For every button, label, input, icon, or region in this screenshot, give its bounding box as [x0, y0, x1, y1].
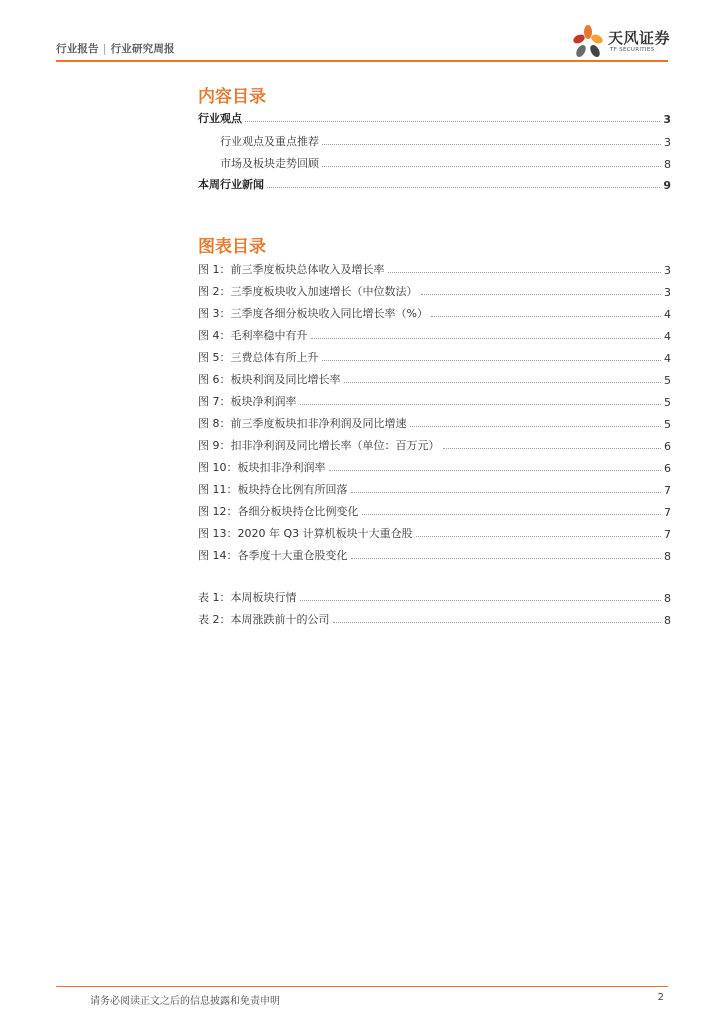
figure-entry[interactable]: [198, 459, 671, 475]
dot-leader: [362, 513, 662, 515]
figure-entry[interactable]: [198, 525, 671, 541]
figure-entry[interactable]: [198, 393, 671, 409]
figure-entry[interactable]: [198, 349, 671, 365]
figure-entry-label: 图 9：扣非净利润及同比增长率（单位：百万元）: [198, 439, 440, 452]
table-entry-page: 8: [664, 592, 671, 605]
logo-name-en: TF SECURITIES: [610, 47, 655, 53]
dot-leader: [329, 469, 662, 471]
dot-leader: [431, 315, 661, 317]
table-entry-label: 表 2：本周涨跌前十的公司: [198, 613, 330, 626]
dot-leader: [351, 557, 662, 559]
logo-name-cn: 天风证券: [608, 29, 671, 47]
toc-entry-page: 8: [664, 158, 671, 171]
figure-entry-label: 图 6：板块利润及同比增长率: [198, 373, 341, 386]
figure-entry-page: 7: [664, 528, 671, 541]
figure-entry[interactable]: [198, 437, 671, 453]
dot-leader: [443, 447, 662, 449]
figure-entry-page: 4: [664, 352, 671, 365]
page-number: 2: [657, 992, 664, 1003]
dot-leader: [416, 535, 661, 537]
figure-entry-label: 图 7：板块净利润率: [198, 395, 297, 408]
figure-entry-label: 图 12：各细分板块持仓比例变化: [198, 505, 359, 518]
figure-entry-page: 3: [664, 264, 671, 277]
footer-disclaimer: 请务必阅读正文之后的信息披露和免责申明: [90, 996, 280, 1007]
toc-entry-label: 市场及板块走势回顾: [220, 157, 319, 170]
figure-entry[interactable]: [198, 547, 671, 563]
figure-entry[interactable]: [198, 481, 671, 497]
figure-entry[interactable]: [198, 415, 671, 431]
figure-entry-label: 图 4：毛利率稳中有升: [198, 329, 308, 342]
figure-entry-label: 图 5：三费总体有所上升: [198, 351, 319, 364]
dot-leader: [245, 120, 660, 122]
figure-entry-page: 5: [664, 374, 671, 387]
figure-entry[interactable]: [198, 261, 671, 277]
figure-entry-page: 7: [664, 506, 671, 519]
figure-entry-page: 6: [664, 462, 671, 475]
toc-entry-label: 本周行业新闻: [198, 178, 264, 191]
dot-leader: [267, 186, 660, 188]
dot-leader: [344, 381, 662, 383]
toc-entry-label: 行业观点及重点推荐: [220, 135, 319, 148]
dot-leader: [421, 293, 662, 295]
toc-entry[interactable]: [198, 110, 671, 126]
dot-leader: [300, 599, 662, 601]
figure-entry-page: 6: [664, 440, 671, 453]
report-subcategory: 行业研究周报: [110, 43, 175, 55]
toc-entry-page: 3: [663, 113, 671, 126]
flower-logo-icon: [570, 23, 606, 63]
figure-entry-label: 图 8：前三季度板块扣非净利润及同比增速: [198, 417, 407, 430]
table-entry-page: 8: [664, 614, 671, 627]
figure-entry-page: 4: [664, 308, 671, 321]
figure-entry-page: 3: [664, 286, 671, 299]
toc-entry[interactable]: [198, 176, 671, 192]
figure-entry[interactable]: [198, 503, 671, 519]
figure-entry-label: 图 10：板块扣非净利润率: [198, 461, 326, 474]
figure-entry[interactable]: [198, 371, 671, 387]
figure-entry[interactable]: [198, 283, 671, 299]
toc-entry[interactable]: [220, 133, 671, 149]
figure-entry-label: 图 3：三季度各细分板块收入同比增长率（%）: [198, 307, 428, 320]
dot-leader: [322, 359, 662, 361]
figure-entry-page: 5: [664, 396, 671, 409]
figures-toc-title: 图表目录: [198, 237, 266, 257]
tf-securities-logo: [570, 23, 682, 63]
figure-entry-page: 8: [664, 550, 671, 563]
figure-entry[interactable]: [198, 327, 671, 343]
dot-leader: [311, 337, 662, 339]
report-category: 行业报告: [56, 43, 99, 55]
figure-entry-page: 7: [664, 484, 671, 497]
toc-entry[interactable]: [220, 155, 671, 171]
dot-leader: [322, 143, 661, 145]
header-separator: |: [102, 43, 107, 55]
table-entry-label: 表 1：本周板块行情: [198, 591, 297, 604]
report-header-label: [56, 41, 175, 56]
dot-leader: [300, 403, 662, 405]
figure-entry[interactable]: [198, 305, 671, 321]
toc-entry-page: 3: [664, 136, 671, 149]
dot-leader: [322, 165, 661, 167]
header-divider: [56, 60, 668, 62]
toc-title: 内容目录: [198, 87, 266, 107]
figure-entry-page: 4: [664, 330, 671, 343]
figure-entry-label: 图 13：2020 年 Q3 计算机板块十大重仓股: [198, 527, 413, 540]
toc-entry-label: 行业观点: [198, 112, 242, 125]
figure-entry-page: 5: [664, 418, 671, 431]
toc-entry-page: 9: [663, 179, 671, 192]
dot-leader: [351, 491, 662, 493]
figure-entry-label: 图 11：板块持仓比例有所回落: [198, 483, 348, 496]
table-entry[interactable]: [198, 589, 671, 605]
table-entry[interactable]: [198, 611, 671, 627]
dot-leader: [388, 271, 662, 273]
figure-entry-label: 图 14：各季度十大重仓股变化: [198, 549, 348, 562]
dot-leader: [333, 621, 662, 623]
figure-entry-label: 图 2：三季度板块收入加速增长（中位数法）: [198, 285, 418, 298]
dot-leader: [410, 425, 662, 427]
footer-divider: [56, 986, 668, 987]
figure-entry-label: 图 1：前三季度板块总体收入及增长率: [198, 263, 385, 276]
